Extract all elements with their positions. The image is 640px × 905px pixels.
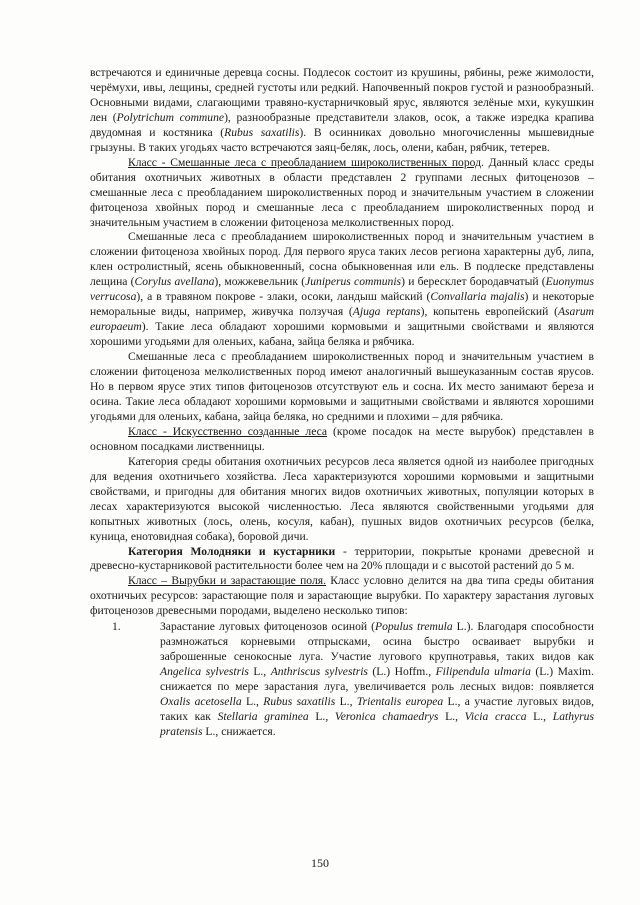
class-heading: Класс - Искусственно созданные леса — [128, 424, 328, 438]
category-heading: Категория Молодняки и кустарники — [128, 544, 336, 558]
page-number: 150 — [311, 856, 329, 870]
paragraph-clearings-class: Класс – Вырубки и зарастающие поля. Класс условно делится на два типа среды обитания охотничьих ресурсов: зарастающие поля и зарастающие вырубки. По характеру зарастания луговых фитоценозов древесными породами, выделено несколько типов: — [90, 574, 595, 618]
paragraph-artificial-forests-class: Класс - Искусственно созданные леса (кроме посадок на месте вырубок) представлен в основном посадками лиственницы. — [90, 424, 594, 453]
paragraph-mixed-smallleaf: Смешанные леса с преобладанием широколиственных пород и значительным участием в сложении фитоценоза мелколиственных пород имеют аналогичный вышеуказанным состав ярусов. Но в первом ярусе этих типов фитоценозов отсутствуют ель и сосна. Их место занимают береза и осина. Такие леса обладают хорошими кормовыми и защитными свойствами и являются хорошими угодьями для оленьих, кабана, зайца беляка, но средними и плохими – для рябчика. — [90, 350, 594, 423]
body-text — [90, 66, 594, 740]
paragraph-mixed-broadleaf-class: Класс - Смешанные леса с преобладанием широколиственных пород. Данный класс среды обитания охотничьих животных в области представлен 2 группами лесных фитоценозов – смешанные леса с преобладанием широколиственных пород и значительным участием в сложении фитоценоза хвойных пород и смешанные леса с преобладанием широколиственных пород и значительным участием в сложении фитоценоза мелколиственных пород. — [90, 155, 594, 229]
paragraph-mixed-conifer: Смешанные леса с преобладанием широколиственных пород и значительным участием в сложении фитоценоза хвойных пород. Для первого яруса таких лесов региона характерны дуб, липа, клен остролистный, ясень обыкновенный, сосна обыкновенная или ель. В подлеске представлены лещина (Corylus avellana), можжевельник (Juniperus communis) и бересклет бородавчатый (Euonymus verrucosa), а в травяном покрове - злаки, осоки, ландыш майский (Convallaria majalis) и некоторые неморальные виды, например, живучка ползучая (Ajuga reptans), копытень европейский (Asarum europaeum). Такие леса обладают хорошими кормовыми и защитными свойствами и являются хорошими угодьями для оленьих, кабана, зайца беляка и рябчика. — [90, 230, 595, 349]
list-item-text: Зарастание луговых фитоценозов осиной (Populus tremula L.). Благодаря способности размножаться корневыми отпрысками, осина быстро осваивает вырубки и заброшенные сенокосные луга. Участие лугового крупнотравья, таких видов как Angelica sylvestris L., Anthriscus sylvestris (L.) Hoffm., Filipendula ulmaria (L.) Maxim. снижается по мере зарастания луга, увеличивается роль лесных видов: появляется Oxalis acetosella L., Rubus saxatilis L., Trientalis europea L., а участие луговых видов, таких как Stellaria graminea L., Veronica chamaedrys L., Vicia cracca L., Lathyrus pratensis L., снижается. — [160, 620, 594, 738]
class-heading: Класс – Вырубки и зарастающие поля. — [128, 574, 326, 588]
paragraph-forest-category: Категория среды обитания охотничьих ресурсов леса является одной из наиболее пригодных для ведения охотничьего хозяйства. Леса характеризуются хорошими кормовыми и защитными свойствами, и пригодны для обитания многих видов охотничьих животных, популяции которых в лесах характеризуются высокой численностью. Леса являются свойственными угодьями для копытных животных (лось, олень, косуля, кабан), пушных видов охотничьих ресурсов (белка, куница, енотовидная собака), боровой дичи. — [90, 454, 594, 543]
list-item-aspen-overgrowth — [90, 620, 594, 740]
list-number: 1. — [112, 620, 121, 634]
paragraph-young-growth-category: Категория Молодняки и кустарники - территории, покрытые кронами древесной и древесно-кустарниковой растительности более чем на 20% площади и с высотой растений до 5 м. — [90, 544, 595, 573]
class-heading: Класс - Смешанные леса с преобладанием широколиственных пород — [128, 155, 482, 169]
paragraph-aspen-forests: встречаются и единичные деревца сосны. Подлесок состоит из крушины, рябины, реже жимолости, черёмухи, ивы, лещины, средней густоты или редкий. Напочвенный покров густой и разнообразный. Основными видами, слагающими травяно-кустарничковый ярус, являются зелёные мхи, кукушкин лен (Polytrichum commune), разнообразные представители злаков, осок, а также изредка крапива двудомная и костяника (Rubus saxatilis). В осинниках довольно многочисленны мышевидные грызуны. В таких угодьях часто встречаются заяц-беляк, лось, олени, кабан, рябчик, тетерев. — [90, 66, 594, 154]
